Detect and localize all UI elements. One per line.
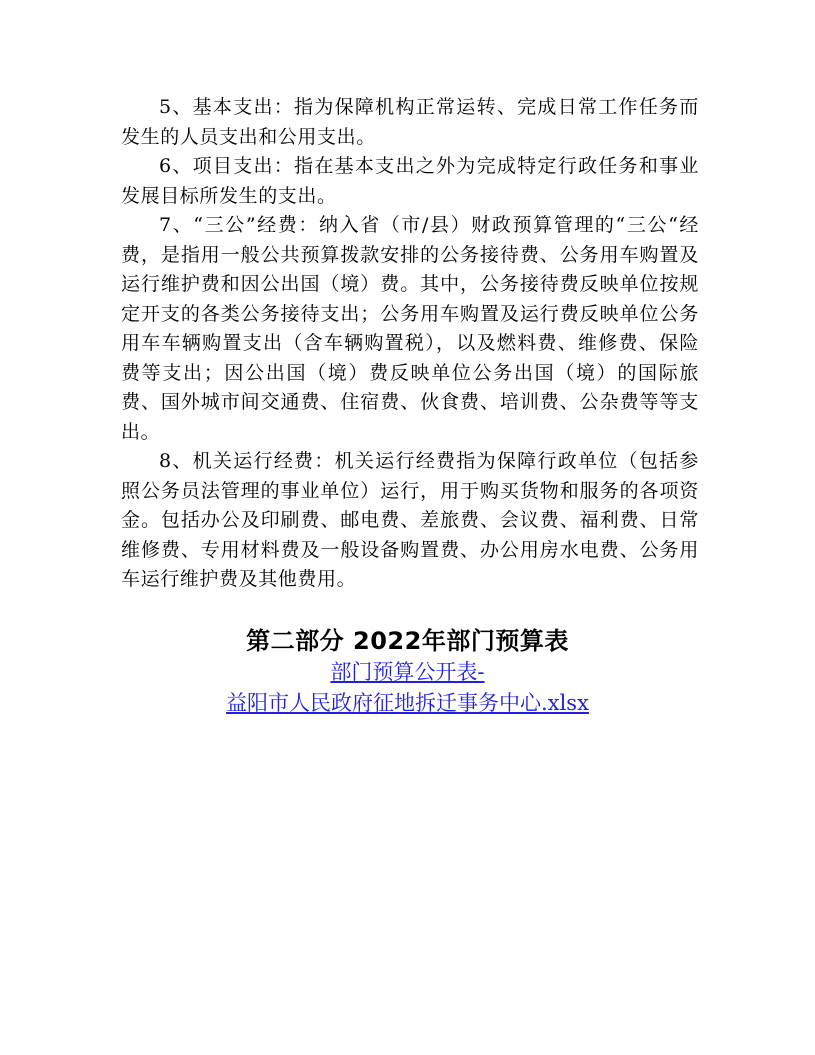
paragraph-operating-expenses: 8、机关运行经费：机关运行经费指为保障行政单位（包括参照公务员法管理的事业单位）运行，用于购买货物和服务的各项资金。包括办公及印刷费、邮电费、差旅费、会议费、福利费、日常维修费、专用材料费及一般设备购置费、办公用房水电费、公务用车运行维护费及其他费用。 [121,450,699,590]
attachment-link-line-1[interactable]: 部门预算公开表- [330,660,485,684]
paragraph-project-expenditure: 6、项目支出：指在基本支出之外为完成特定行政任务和事业发展目标所发生的支出。 [121,155,699,207]
paragraph-basic-expenditure: 5、基本支出：指为保障机构正常运转、完成日常工作任务而发生的人员支出和公用支出。 [121,96,699,148]
attachment-link-block [0,657,815,719]
paragraph-three-public-expenses: 7、“三公”经费：纳入省（市/县）财政预算管理的“三公“经费，是指用一般公共预算拨款安排的公务接待费、公务用车购置及运行维护费和因公出国（境）费。其中，公务接待费反映单位按规定开支的各类公务接待支出；公务用车购置及运行费反映单位公务用车车辆购置支出（含车辆购置税），以及燃料费、维修费、保险费等支出；因公出国（境）费反映单位公务出国（境）的国际旅费、国外城市间交通费、住宿费、伙食费、培训费、公杂费等等支出。 [121,214,699,443]
attachment-link-line-2[interactable]: 益阳市人民政府征地拆迁事务中心.xlsx [226,691,589,715]
section-heading: 第二部分 2022年部门预算表 [246,627,569,655]
body-text [121,93,699,595]
